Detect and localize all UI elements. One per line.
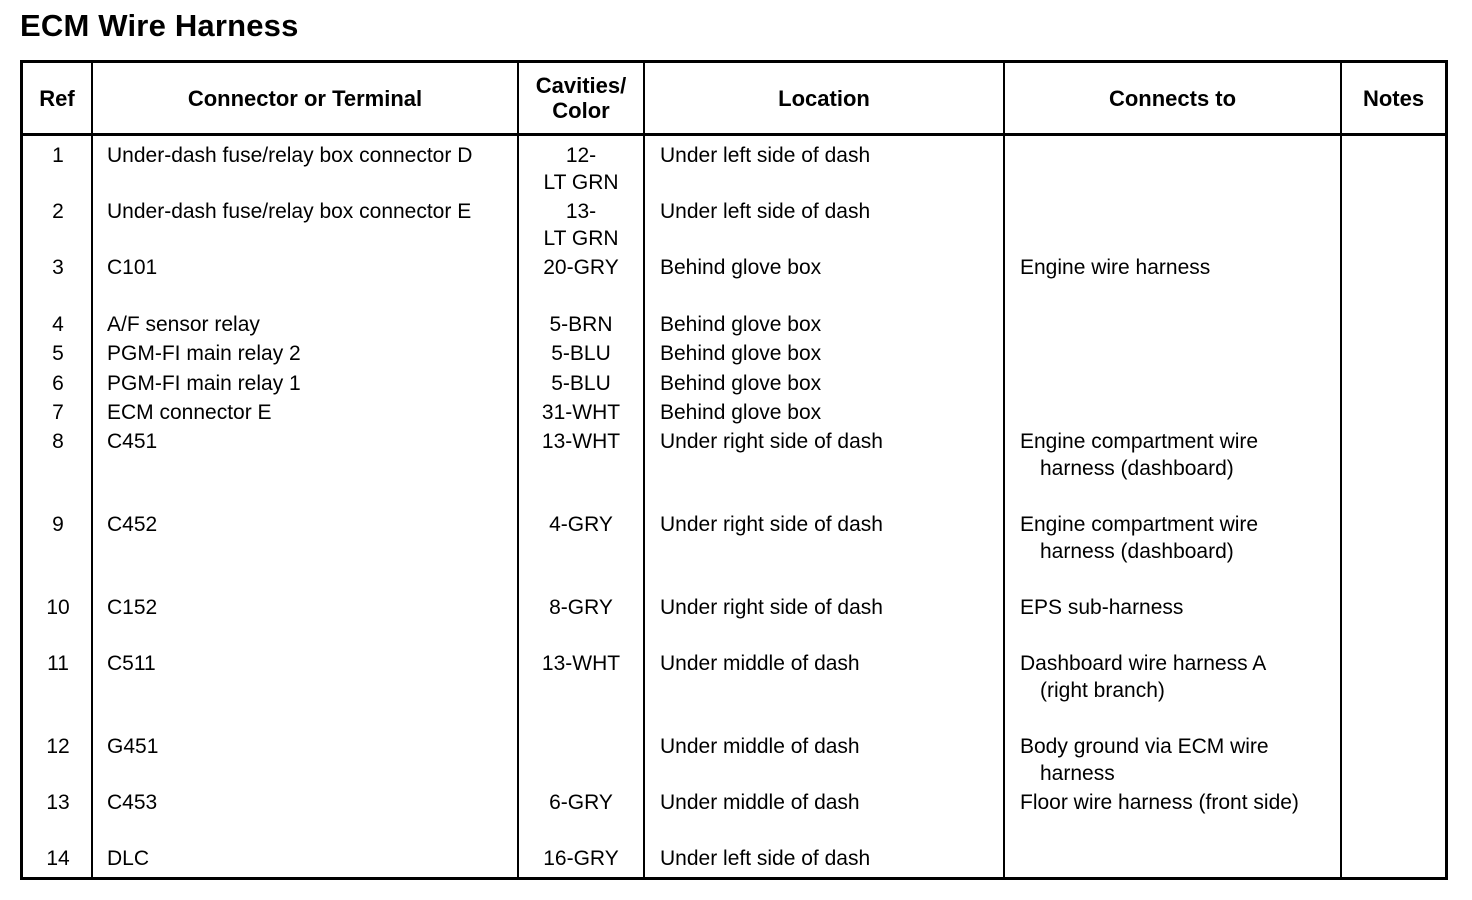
cell-cavities [518, 198, 644, 252]
cell-location-line-1: Under middle of dash [660, 652, 860, 675]
cell-connector-line-1: C152 [107, 596, 158, 619]
cell-cavities-line-1: 5-BRN [549, 313, 613, 336]
cell-cavities-line-2: LT GRN [543, 171, 619, 194]
cell-connector-line-1: C101 [107, 256, 158, 279]
cell-connects-to [1020, 594, 1183, 621]
cell-connects-to [1020, 733, 1269, 787]
cell-ref-line-1: 1 [52, 144, 64, 167]
cell-ref [23, 511, 93, 538]
harness-table [20, 60, 1448, 880]
cell-connects-to-line-1: EPS sub-harness [1020, 596, 1184, 619]
header-divider [23, 133, 1445, 136]
cell-location [660, 428, 883, 455]
cell-connects-to-line-1: Engine wire harness [1020, 256, 1211, 279]
cell-cavities-line-1: 5-BLU [551, 372, 611, 395]
cell-connects-to [1020, 254, 1210, 281]
cell-connector-line-1: C451 [107, 430, 158, 453]
cell-connects-to-line-1: Engine compartment wire [1020, 430, 1259, 453]
cell-cavities [518, 594, 644, 621]
cell-location-line-1: Under right side of dash [660, 430, 883, 453]
cell-connector-line-1: C453 [107, 791, 158, 814]
cell-cavities [518, 142, 644, 196]
cell-ref-line-1: 13 [46, 791, 70, 814]
cell-connects-to [1020, 511, 1258, 565]
cell-cavities [518, 399, 644, 426]
cell-location [660, 198, 870, 225]
cell-cavities-line-1: 6-GRY [549, 791, 613, 814]
cell-location [660, 340, 821, 367]
cell-cavities-line-1: 16-GRY [543, 847, 619, 870]
cell-connector [107, 733, 158, 760]
cell-ref [23, 650, 93, 677]
cell-ref-line-1: 5 [52, 342, 64, 365]
cell-connector-line-1: C452 [107, 513, 158, 536]
cell-ref [23, 789, 93, 816]
header-cavities-line2: Color [552, 98, 610, 123]
cell-location-line-1: Under middle of dash [660, 735, 860, 758]
cell-connector-line-1: A/F sensor relay [107, 313, 260, 336]
cell-ref-line-1: 12 [46, 735, 70, 758]
cell-cavities [518, 511, 644, 538]
cell-cavities-line-1: 13- [565, 200, 597, 223]
cell-connects-to-line-1: Body ground via ECM wire [1020, 735, 1269, 758]
cell-connector-line-1: ECM connector E [107, 401, 272, 424]
cell-connector [107, 340, 301, 367]
cell-connector-line-1: C511 [107, 652, 156, 675]
cell-cavities [518, 340, 644, 367]
cell-connector-line-1: PGM-FI main relay 1 [107, 372, 301, 395]
cell-location [660, 370, 821, 397]
header-notes: Notes [1362, 85, 1425, 111]
cell-ref [23, 370, 93, 397]
cell-location [660, 845, 870, 872]
cell-connector [107, 789, 157, 816]
cell-cavities [518, 370, 644, 397]
cell-ref [23, 340, 93, 367]
cell-location-line-1: Under right side of dash [660, 513, 883, 536]
cell-connector [107, 142, 472, 169]
cell-connector [107, 370, 301, 397]
cell-connector [107, 594, 157, 621]
cell-connects-to-line-1: Dashboard wire harness A [1020, 652, 1267, 675]
header-connects-to: Connects to [1108, 85, 1237, 111]
cell-ref [23, 733, 93, 760]
cell-cavities [518, 428, 644, 455]
cell-ref-line-1: 8 [52, 430, 64, 453]
cell-ref-line-1: 7 [52, 401, 64, 424]
cell-location [660, 650, 860, 677]
cell-ref-line-1: 3 [52, 256, 64, 279]
cell-connects-to-line-1: Engine compartment wire [1020, 513, 1259, 536]
cell-location [660, 311, 821, 338]
header-cavities [519, 63, 643, 133]
cell-connector-line-1: G451 [107, 735, 159, 758]
cell-connects-to-line-2: harness (dashboard) [1040, 540, 1234, 563]
cell-ref-line-1: 14 [46, 847, 70, 870]
cell-location-line-1: Under left side of dash [660, 847, 871, 870]
cell-location-line-1: Behind glove box [660, 313, 822, 336]
cell-location [660, 511, 883, 538]
cell-cavities-line-1: 13-WHT [541, 652, 621, 675]
cell-location-line-1: Behind glove box [660, 342, 822, 365]
cell-connector [107, 511, 157, 538]
cell-connects-to-line-2: harness (dashboard) [1040, 457, 1234, 480]
cell-connector-line-1: PGM-FI main relay 2 [107, 342, 301, 365]
cell-cavities-line-1: 4-GRY [549, 513, 613, 536]
cell-ref [23, 142, 93, 169]
cell-connector [107, 650, 156, 677]
cell-location [660, 142, 870, 169]
cell-cavities-line-1: 8-GRY [549, 596, 613, 619]
cell-ref [23, 399, 93, 426]
cell-location [660, 733, 860, 760]
cell-cavities-line-1: 13-WHT [541, 430, 621, 453]
cell-cavities-line-1: 5-BLU [551, 342, 611, 365]
page-title: ECM Wire Harness [20, 8, 299, 43]
header-ref: Ref [39, 85, 75, 111]
cell-connector-line-1: DLC [107, 847, 150, 870]
column-divider [1340, 63, 1342, 877]
cell-ref-line-1: 6 [52, 372, 64, 395]
header-cavities-line1: Cavities/ [535, 73, 627, 98]
cell-connects-to [1020, 428, 1258, 482]
cell-location [660, 254, 821, 281]
cell-cavities-line-1: 20-GRY [543, 256, 619, 279]
cell-ref-line-1: 9 [52, 513, 64, 536]
header-location: Location [778, 85, 870, 111]
cell-ref [23, 845, 93, 872]
cell-ref-line-1: 4 [52, 313, 64, 336]
cell-location-line-1: Behind glove box [660, 401, 822, 424]
cell-connects-to-line-2: (right branch) [1040, 679, 1165, 702]
cell-connector [107, 311, 260, 338]
cell-connects-to [1020, 789, 1299, 816]
cell-ref [23, 428, 93, 455]
cell-cavities [518, 311, 644, 338]
cell-ref [23, 311, 93, 338]
cell-cavities [518, 845, 644, 872]
cell-connector [107, 845, 149, 872]
cell-ref [23, 198, 93, 225]
cell-cavities [518, 254, 644, 281]
cell-location-line-1: Under left side of dash [660, 200, 871, 223]
cell-cavities-line-2: LT GRN [543, 227, 619, 250]
cell-connector [107, 254, 157, 281]
cell-ref [23, 254, 93, 281]
cell-location [660, 789, 860, 816]
cell-connector [107, 399, 272, 426]
cell-connects-to-line-2: harness [1040, 762, 1115, 785]
cell-connector [107, 198, 471, 225]
cell-cavities-line-1: 31-WHT [541, 401, 621, 424]
cell-location-line-1: Under left side of dash [660, 144, 871, 167]
cell-connects-to-line-1: Floor wire harness (front side) [1020, 791, 1299, 814]
cell-connects-to [1020, 650, 1266, 704]
column-divider [1003, 63, 1005, 877]
cell-location-line-1: Under right side of dash [660, 596, 883, 619]
cell-ref-line-1: 11 [47, 652, 69, 675]
cell-cavities [518, 650, 644, 677]
cell-location [660, 594, 883, 621]
cell-location-line-1: Behind glove box [660, 372, 822, 395]
cell-ref-line-1: 2 [52, 200, 64, 223]
header-connector: Connector or Terminal [187, 85, 423, 111]
cell-cavities-line-1: 12- [565, 144, 597, 167]
cell-ref [23, 594, 93, 621]
cell-location [660, 399, 821, 426]
cell-location-line-1: Behind glove box [660, 256, 822, 279]
cell-cavities [518, 789, 644, 816]
cell-connector-line-1: Under-dash fuse/relay box connector E [107, 200, 472, 223]
cell-connector-line-1: Under-dash fuse/relay box connector D [107, 144, 473, 167]
cell-location-line-1: Under middle of dash [660, 791, 860, 814]
cell-connector [107, 428, 157, 455]
cell-ref-line-1: 10 [46, 596, 70, 619]
